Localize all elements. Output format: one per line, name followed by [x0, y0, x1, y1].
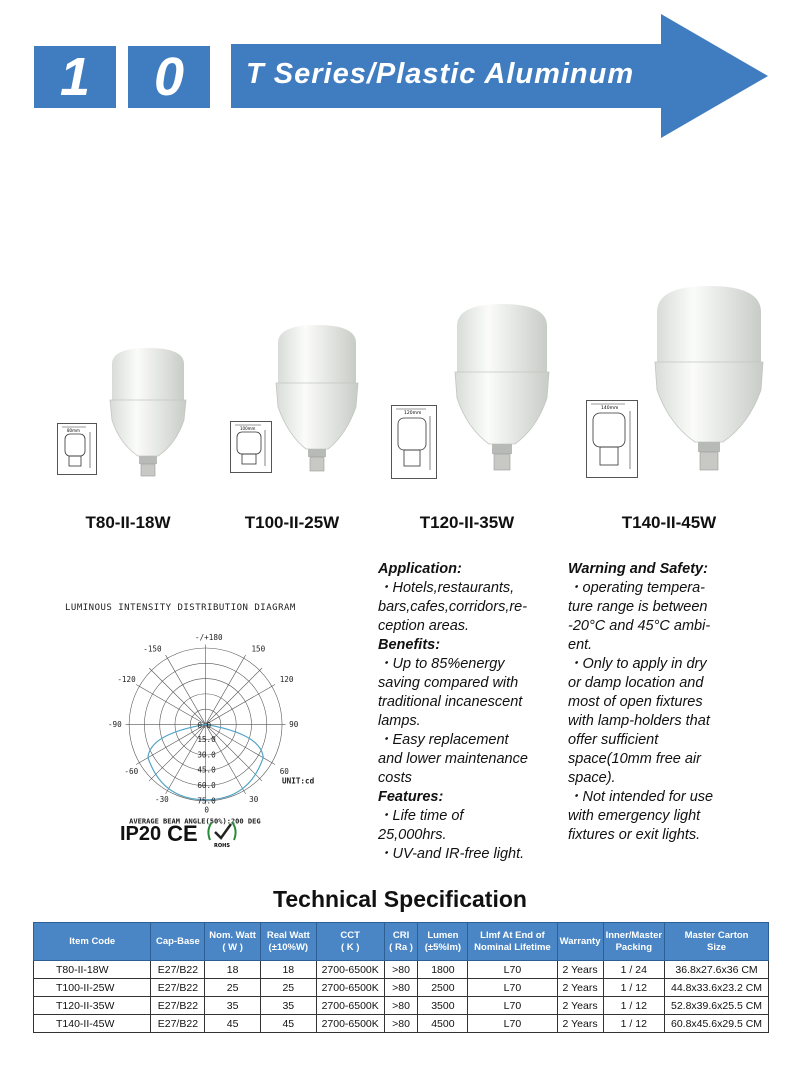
application-line: bars,cafes,corridors,re- — [378, 599, 528, 615]
model-label: T100-II-25W — [244, 513, 340, 532]
table-cell: L70 — [468, 1015, 557, 1033]
model-label: T120-II-35W — [419, 513, 515, 532]
spec-header-line: ( K ) — [340, 941, 360, 953]
spec-header-line: (±5%lm) — [424, 941, 462, 953]
benefits-line: costs — [378, 770, 412, 786]
ring-label: 45.0 — [197, 765, 216, 775]
table-cell: 1 / 12 — [603, 979, 665, 997]
table-cell: 18 — [205, 961, 261, 979]
table-cell: 2 Years — [557, 1015, 603, 1033]
benefits-line: ・Easy replacement — [378, 732, 509, 748]
table-cell: 45 — [260, 1015, 316, 1033]
table-cell: 35 — [260, 997, 316, 1015]
table-cell: T100-II-25W — [34, 979, 151, 997]
table-cell: 2 Years — [557, 979, 603, 997]
table-cell: 1800 — [418, 961, 468, 979]
bulb-image — [274, 325, 360, 477]
ring-label: 0.0 — [197, 721, 212, 730]
bulb-image — [453, 304, 551, 476]
beam-angle: AVERAGE BEAM ANGLE(50%):200 DEG — [129, 816, 261, 826]
spec-header-line: ( W ) — [222, 941, 243, 953]
spec-header-line: Inner/Master — [605, 929, 663, 941]
benefits-line: saving compared with — [378, 675, 519, 691]
ring-label: 30.0 — [197, 750, 216, 760]
angle-neg120: -120 — [117, 675, 136, 685]
dim-width: 140mm — [601, 406, 619, 411]
dimension-drawing — [57, 423, 97, 475]
table-cell: >80 — [384, 1015, 418, 1033]
table-row — [34, 1015, 769, 1033]
ce-mark: CE — [167, 821, 198, 846]
table-cell: E27/B22 — [151, 1015, 205, 1033]
spec-header-cell — [557, 923, 603, 961]
table-cell: 1 / 24 — [603, 961, 665, 979]
ring-label: 75.0 — [197, 796, 216, 806]
spec-header-line: Item Code — [69, 935, 116, 947]
spec-header-cell — [205, 923, 261, 961]
application-column — [378, 560, 558, 864]
application-line: ・Hotels,restaurants, — [378, 580, 515, 596]
table-cell: 2500 — [418, 979, 468, 997]
dimension-drawing — [230, 421, 272, 473]
warning-column — [568, 560, 768, 845]
table-cell: 2 Years — [557, 997, 603, 1015]
benefits-line: ・Up to 85%energy — [378, 656, 505, 672]
spec-header-line: Master Carton — [684, 929, 749, 941]
warning-line: ture range is between — [568, 599, 708, 615]
spec-header-cell — [260, 923, 316, 961]
warning-line: fixtures or exit lights. — [568, 827, 701, 843]
spec-header-cell — [468, 923, 557, 961]
benefits-line: traditional incanescent — [378, 694, 523, 710]
spec-header-line: Llmf At End of — [480, 929, 545, 941]
warning-line: or damp location and — [568, 675, 704, 691]
angle-neg90: -90 — [107, 719, 122, 729]
angle-neg60: -60 — [124, 766, 139, 776]
ring-label: 60.0 — [197, 781, 216, 790]
header-digit-1: 1 — [34, 46, 116, 108]
table-cell: 36.8x27.6x36 CM — [665, 961, 769, 979]
ring-label: 15.0 — [197, 735, 216, 745]
table-cell: 2700-6500K — [316, 997, 384, 1015]
benefits-line: lamps. — [378, 713, 421, 729]
table-cell: E27/B22 — [151, 961, 205, 979]
table-cell: >80 — [384, 979, 418, 997]
certification-marks — [120, 818, 240, 850]
table-row — [34, 961, 769, 979]
ip20-mark: IP20 — [120, 822, 162, 845]
header-digit-2: 0 — [128, 46, 210, 108]
table-cell: 2 Years — [557, 961, 603, 979]
table-cell: 3500 — [418, 997, 468, 1015]
table-cell: L70 — [468, 979, 557, 997]
table-cell: 18 — [260, 961, 316, 979]
angle-90: 90 — [289, 719, 299, 729]
table-cell: 35 — [205, 997, 261, 1015]
features-line: ・Life time of — [378, 808, 464, 824]
warning-line: with lamp-holders that — [568, 713, 710, 729]
angle-30: 30 — [249, 795, 259, 805]
warning-heading: Warning and Safety: — [568, 561, 708, 577]
dim-width: 80mm — [67, 428, 80, 433]
features-line: ・UV-and IR-free light. — [378, 846, 525, 862]
dimension-drawing — [391, 405, 437, 479]
table-cell: 2700-6500K — [316, 979, 384, 997]
spec-header-cell — [603, 923, 665, 961]
spec-header-cell — [34, 923, 151, 961]
warning-line: ・Only to apply in dry — [568, 656, 707, 672]
table-cell: 2700-6500K — [316, 961, 384, 979]
table-cell: 25 — [260, 979, 316, 997]
table-cell: E27/B22 — [151, 997, 205, 1015]
bulb-image — [653, 286, 765, 476]
spec-header-line: Warranty — [559, 935, 601, 947]
warning-line: ent. — [568, 637, 593, 653]
angle-neg150: -150 — [143, 644, 162, 654]
spec-header-cell — [316, 923, 384, 961]
diagram-unit: UNIT:cd — [282, 776, 315, 786]
rohs-icon — [204, 818, 240, 850]
series-title: T Series/Plastic Aluminum — [246, 58, 635, 90]
angle-neg30: -30 — [155, 795, 169, 805]
spec-header-cell — [384, 923, 418, 961]
spec-header-line: (±10%W) — [268, 941, 309, 953]
model-label: T140-II-45W — [621, 513, 717, 532]
table-cell: 45 — [205, 1015, 261, 1033]
warning-line: -20°C and 45°C ambi- — [568, 618, 711, 634]
benefits-heading: Benefits: — [378, 637, 441, 653]
table-row — [34, 997, 769, 1015]
warning-line: space(10mm free air — [568, 751, 701, 767]
angle-60: 60 — [279, 766, 289, 776]
bulb-image — [106, 348, 190, 480]
table-cell: 25 — [205, 979, 261, 997]
warning-line: offer sufficient — [568, 732, 659, 748]
warning-line: ・operating tempera- — [568, 580, 706, 596]
spec-header-line: Lumen — [427, 929, 459, 941]
application-heading: Application: — [378, 561, 462, 577]
angle-top: -/+180 — [195, 632, 223, 642]
spec-header-line: Packing — [615, 941, 653, 953]
table-cell: E27/B22 — [151, 979, 205, 997]
spec-header-line: Real Watt — [266, 929, 310, 941]
table-cell: 52.8x39.6x25.5 CM — [665, 997, 769, 1015]
spec-table — [33, 922, 769, 1033]
table-cell: 1 / 12 — [603, 997, 665, 1015]
angle-150: 150 — [251, 644, 266, 654]
table-cell: L70 — [468, 961, 557, 979]
dim-width: 120mm — [404, 411, 422, 416]
warning-line: space). — [568, 770, 616, 786]
table-cell: 4500 — [418, 1015, 468, 1033]
spec-header-cell — [665, 923, 769, 961]
dimension-drawing — [586, 400, 638, 478]
spec-header-line: Size — [707, 941, 727, 953]
spec-header-cell — [418, 923, 468, 961]
table-row — [34, 979, 769, 997]
spec-body — [34, 961, 769, 1033]
spec-header-line: Nom. Watt — [209, 929, 256, 941]
spec-header-line: CRI — [392, 929, 410, 941]
warning-line: ・Not intended for use — [568, 789, 714, 805]
warning-line: with emergency light — [568, 808, 701, 824]
spec-header-line: Nominal Lifetime — [474, 941, 551, 953]
table-cell: 60.8x45.6x29.5 CM — [665, 1015, 769, 1033]
spec-title: Technical Specification — [273, 886, 527, 912]
spec-header-cell — [151, 923, 205, 961]
spec-header-row — [34, 923, 769, 961]
table-cell: T140-II-45W — [34, 1015, 151, 1033]
table-cell: 44.8x33.6x23.2 CM — [665, 979, 769, 997]
diagram-title: LUMINOUS INTENSITY DISTRIBUTION DIAGRAM — [65, 603, 296, 613]
spec-header-line: CCT — [340, 929, 360, 941]
rohs-label: ROHS — [213, 843, 230, 849]
angle-bottom: 0 — [204, 805, 210, 815]
features-heading: Features: — [378, 789, 444, 805]
table-cell: T120-II-35W — [34, 997, 151, 1015]
dim-width: 100mm — [240, 426, 256, 431]
table-cell: 1 / 12 — [603, 1015, 665, 1033]
spec-header-line: Cap-Base — [155, 935, 200, 947]
table-cell: 2700-6500K — [316, 1015, 384, 1033]
table-cell: T80-II-18W — [34, 961, 151, 979]
table-cell: >80 — [384, 961, 418, 979]
warning-line: most of open fixtures — [568, 694, 703, 710]
spec-header-line: ( Ra ) — [389, 941, 413, 953]
model-label: T80-II-18W — [85, 513, 171, 532]
angle-120: 120 — [279, 675, 294, 685]
table-cell: >80 — [384, 997, 418, 1015]
application-line: ception areas. — [378, 618, 470, 634]
benefits-line: and lower maintenance — [378, 751, 528, 767]
luminous-intensity-diagram — [90, 628, 340, 828]
table-cell: L70 — [468, 997, 557, 1015]
features-line: 25,000hrs. — [378, 827, 447, 843]
